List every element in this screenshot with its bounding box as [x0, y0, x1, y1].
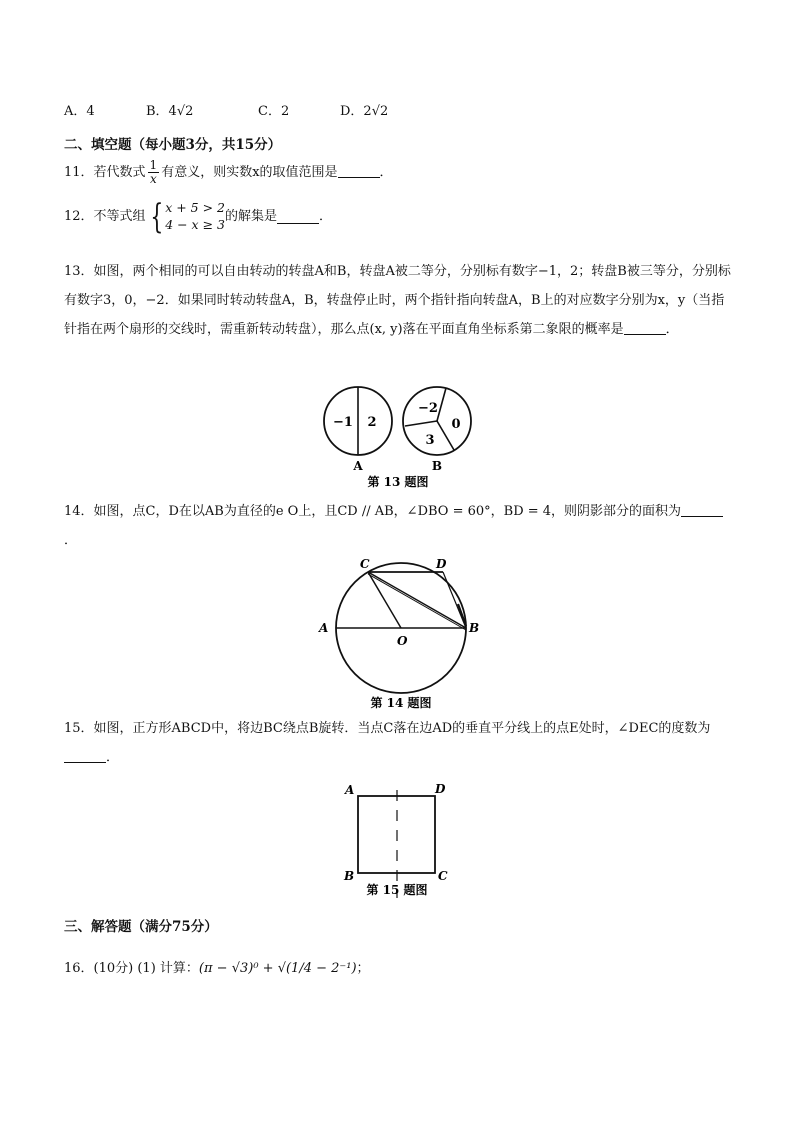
q12-suffix: 的解集是: [224, 209, 277, 224]
figure-14-label-c: C: [360, 557, 370, 571]
figure-14-caption: 第 14 题图: [370, 696, 432, 710]
q13-end: ．: [665, 322, 679, 337]
q15-text: 15．如图，正方形ABCD中，将边BC绕点B旋转．当点C落在边AD的垂直平分线上的点E处时，∠DEC的度数为: [64, 721, 711, 736]
q11-end: ．: [379, 165, 393, 180]
question-13: [64, 257, 732, 344]
spinner-b: [403, 387, 471, 455]
figure-15-label-c: C: [438, 869, 448, 883]
figure-15-square: [338, 772, 458, 902]
q16-end: ；: [356, 961, 370, 976]
q16-prefix: 16．(10分) (1) 计算：: [64, 961, 199, 976]
question-14: [64, 497, 732, 555]
spinner-b-label: B: [431, 459, 443, 473]
answer-blank[interactable]: [624, 322, 666, 335]
q11-prefix: 11．若代数式: [64, 165, 146, 180]
figure-15-caption: 第 15 题图: [366, 883, 428, 897]
spinner-a-value-right: 2: [367, 415, 377, 430]
figure-15-label-d: D: [435, 782, 446, 796]
brace-icon: {: [149, 197, 163, 237]
answer-blank[interactable]: [681, 504, 723, 517]
figure-14-label-d: D: [436, 557, 447, 571]
q12-end: ．: [319, 209, 333, 224]
section-2-title: 二、填空题（每小题3分，共15分）: [64, 137, 282, 153]
spinner-b-value-top: −2: [418, 401, 438, 416]
option-b: B．4√2: [146, 104, 194, 119]
figure-14-label-o: O: [397, 634, 408, 648]
spinner-a-value-left: −1: [333, 415, 353, 430]
spinner-a-label: A: [353, 459, 363, 473]
option-d: D．2√2: [340, 104, 389, 119]
q16-expression: (π − √3)⁰ + √(1/4 − 2⁻¹): [198, 961, 357, 976]
q11-fraction: [148, 159, 160, 185]
answer-blank[interactable]: [277, 211, 319, 224]
q12-line-1: x + 5 > 2: [165, 200, 225, 216]
section-3-title: 三、解答题（满分75分）: [64, 919, 218, 935]
q14-text: 14．如图，点C，D在以AB为直径的e O上，且CD // AB，∠DBO = 60°，BD = 4，则阴影部分的面积为: [64, 504, 682, 519]
figure-15-label-b: B: [344, 869, 355, 883]
q15-end: ．: [106, 750, 120, 765]
figure-13-spinners: [310, 386, 490, 490]
q11-frac-num: 1: [149, 158, 158, 173]
figure-14-label-b: B: [469, 621, 480, 635]
answer-blank[interactable]: [64, 750, 106, 763]
q12-prefix: 12．不等式组: [64, 209, 146, 224]
spinner-a: [324, 387, 392, 455]
option-a: A．4: [64, 104, 95, 119]
q11-frac-den: x: [149, 172, 157, 186]
question-12: [64, 197, 333, 237]
question-15: [64, 714, 732, 772]
question-16: [64, 958, 370, 980]
question-11: [64, 158, 393, 188]
figure-15-label-a: A: [345, 783, 355, 797]
figure-14-label-a: A: [319, 621, 329, 635]
option-c: C．2: [258, 104, 290, 119]
spinner-b-value-bottom: 3: [425, 433, 435, 448]
answer-blank[interactable]: [338, 165, 380, 178]
figure-13-caption: 第 13 题图: [367, 475, 429, 489]
q13-text: 13．如图，两个相同的可以自由转动的转盘A和B，转盘A被二等分，分别标有数字−1，2；转盘B被三等分，分别标有数字3，0，−2．如果同时转动转盘A，B，转盘停止时，两个指针指向转盘A，B上的对应数字分别为x，y（当指针指在两个扇形的交线时，需重新转动转盘），那么点(x, y)落在平面直角坐标系第二象限的概率是: [64, 264, 731, 337]
q12-line-2: 4 − x ≥ 3: [165, 217, 225, 232]
q12-system: [165, 200, 225, 234]
spinner-b-value-right: 0: [451, 417, 461, 432]
q11-suffix: 有意义，则实数x的取值范围是: [161, 165, 338, 180]
figure-14-circle: [310, 552, 490, 712]
q14-end: ．: [64, 533, 78, 548]
